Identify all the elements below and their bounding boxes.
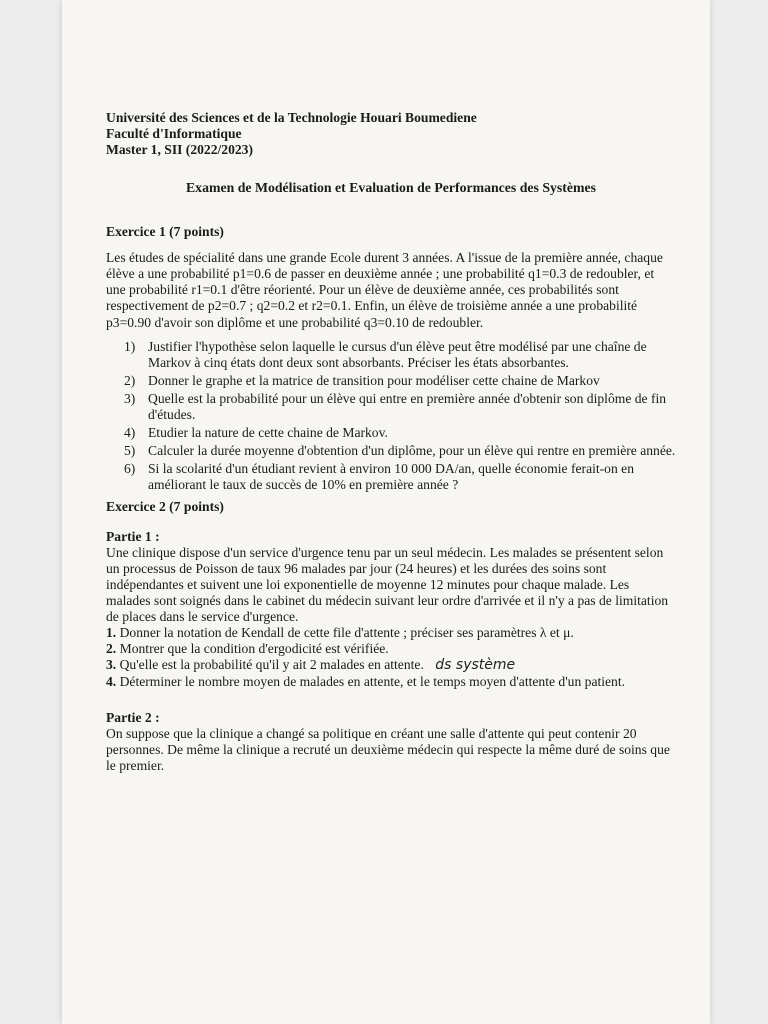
part1-question <box>106 625 676 641</box>
exercise1-question <box>106 339 676 371</box>
question-text: Donner la notation de Kendall de cette file d'attente ; préciser ses paramètres λ et μ. <box>119 625 574 641</box>
document-content <box>106 110 676 774</box>
exercise1-question <box>106 373 676 389</box>
part1-question <box>106 674 676 690</box>
question-text: Justifier l'hypothèse selon laquelle le cursus d'un élève peut être modélisé par une chaîne de Markov à cinq états dont deux sont absorbants. Préciser les états absorbantes. <box>148 338 647 370</box>
exam-title: Examen de Modélisation et Evaluation de Performances des Systèmes <box>185 180 597 196</box>
question-text: Donner le graphe et la matrice de transition pour modéliser cette chaine de Markov <box>148 372 600 388</box>
question-number: 1) <box>124 338 136 354</box>
question-text: Quelle est la probabilité pour un élève qui entre en première année d'obtenir son diplôme de fin d'études. <box>148 390 667 422</box>
part2-intro: On suppose que la clinique a changé sa politique en créant une salle d'attente qui peut contenir 20 personnes. De même la clinique a recruté un deuxième médecin qui respecte la même duré de soins que le premier. <box>106 725 670 773</box>
question-number: 3. <box>106 657 117 673</box>
question-text: Si la scolarité d'un étudiant revient à environ 10 000 DA/an, quelle économie ferait-on en améliorant le taux de succès de 10% en première année ? <box>148 460 635 492</box>
handwritten-note: ds système <box>435 657 516 674</box>
exercise1-question <box>106 391 676 423</box>
question-text: Montrer que la condition d'ergodicité est vérifiée. <box>119 641 389 657</box>
exercise1-questions <box>106 339 676 493</box>
question-number: 5) <box>124 442 136 458</box>
question-number: 6) <box>124 460 136 476</box>
faculty-name: Faculté d'Informatique <box>106 126 242 142</box>
part1-question <box>106 657 676 674</box>
question-number: 3) <box>124 390 136 406</box>
program-line: Master 1, SII (2022/2023) <box>106 142 254 158</box>
part2-title: Partie 2 : <box>106 709 160 725</box>
question-number: 4) <box>124 424 136 440</box>
question-text: Qu'elle est la probabilité qu'il y ait 2 malades en attente. <box>119 657 424 673</box>
exercise1-question <box>106 425 676 441</box>
part1-questions <box>106 625 676 690</box>
question-number: 2. <box>106 641 117 657</box>
question-number: 1. <box>106 625 117 641</box>
exercise1-question <box>106 461 676 493</box>
question-text: Déterminer le nombre moyen de malades en attente, et le temps moyen d'attente d'un patient. <box>119 673 626 689</box>
part1-title: Partie 1 : <box>106 528 160 544</box>
exercise1-title: Exercice 1 (7 points) <box>106 224 224 240</box>
university-name: Université des Sciences et de la Technologie Houari Boumediene <box>106 110 477 125</box>
exercise1-question <box>106 443 676 459</box>
question-text: Calculer la durée moyenne d'obtention d'un diplôme, pour un élève qui rentre en première année. <box>148 442 676 458</box>
exercise1-intro: Les études de spécialité dans une grande Ecole durent 3 années. A l'issue de la première année, chaque élève a une probabilité p1=0.6 de passer en deuxième année ; une probabilité q1=0.3 de redoubler, et une probabilité r1=0.1 d'être réorienté. Pour un élève de deuxième année, ces probabilités sont respectivement de p2=0.7 ; q2=0.2 et r2=0.1. Enfin, un élève de troisième année a une probabilité p3=0.90 d'avoir son diplôme et une probabilité q3=0.10 de redoubler. <box>106 250 663 330</box>
part1-intro: Une clinique dispose d'un service d'urgence tenu par un seul médecin. Les malades se présentent selon un processus de Poisson de taux 96 malades par jour (24 heures) et les durées des soins sont indépendantes et suivent une loi exponentielle de moyenne 12 minutes pour chaque malade. Les malades sont soignés dans le cabinet du médecin suivant leur ordre d'arrivée et il n'y a pas de limitation de places dans le service d'urgence. <box>106 544 669 625</box>
question-text: Etudier la nature de cette chaine de Markov. <box>148 424 388 440</box>
question-number: 2) <box>124 372 136 388</box>
exam-sheet <box>62 0 710 1024</box>
question-number: 4. <box>106 673 117 689</box>
part1-question <box>106 641 676 657</box>
exercise2-title: Exercice 2 (7 points) <box>106 498 224 514</box>
